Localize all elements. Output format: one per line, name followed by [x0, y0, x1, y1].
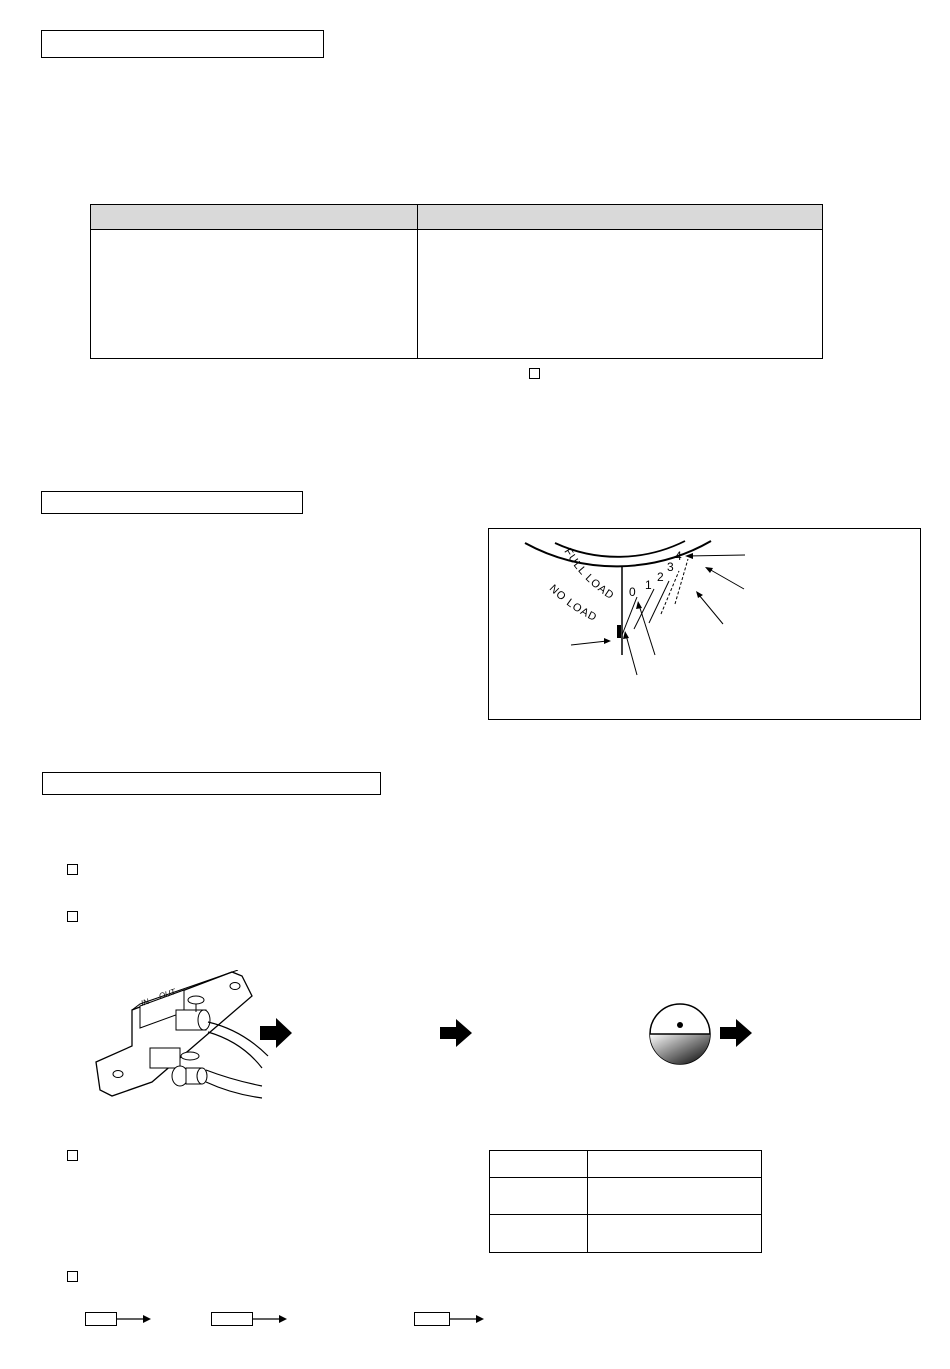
sight-glass-icon	[648, 1002, 712, 1066]
spec-table	[90, 204, 823, 359]
scale-label-0: 0	[629, 585, 636, 599]
arrow-right-icon	[260, 1018, 294, 1048]
in-label: IN	[139, 996, 151, 1008]
gauge-marker	[617, 625, 621, 638]
step-checkbox-1	[67, 864, 78, 875]
section-header-3	[42, 772, 381, 795]
scale-label-1: 1	[645, 578, 652, 592]
gauge-outer-arc	[525, 541, 711, 566]
out-label: OUT	[157, 987, 177, 1001]
step-checkbox-3	[67, 1150, 78, 1161]
scale-label-4: 4	[675, 549, 682, 563]
section-header-1	[41, 30, 324, 58]
gauge-diagram-frame	[488, 528, 921, 720]
flow-arrow-icon	[117, 1313, 151, 1325]
valve-illustration	[92, 970, 272, 1110]
step-checkbox-4	[67, 1271, 78, 1282]
full-load-label: FULL LOAD	[561, 546, 617, 603]
result-table	[489, 1150, 762, 1253]
scale-label-2: 2	[657, 570, 664, 584]
arrow-right-icon	[720, 1019, 754, 1047]
flow-step-box-3	[414, 1312, 450, 1326]
step-checkbox-2	[67, 911, 78, 922]
spec-table-header	[91, 205, 822, 230]
no-load-label: NO LOAD	[546, 582, 599, 625]
spec-table-divider	[417, 205, 418, 358]
flow-step-box-2	[211, 1312, 253, 1326]
arrow-right-icon	[440, 1019, 474, 1047]
flow-arrow-icon	[253, 1313, 287, 1325]
flow-arrow-icon	[450, 1313, 484, 1325]
note-checkbox	[529, 368, 540, 379]
section-header-2	[41, 491, 303, 514]
flow-step-box-1	[85, 1312, 117, 1326]
gauge-diagram	[489, 529, 922, 721]
scale-label-3: 3	[667, 560, 674, 574]
